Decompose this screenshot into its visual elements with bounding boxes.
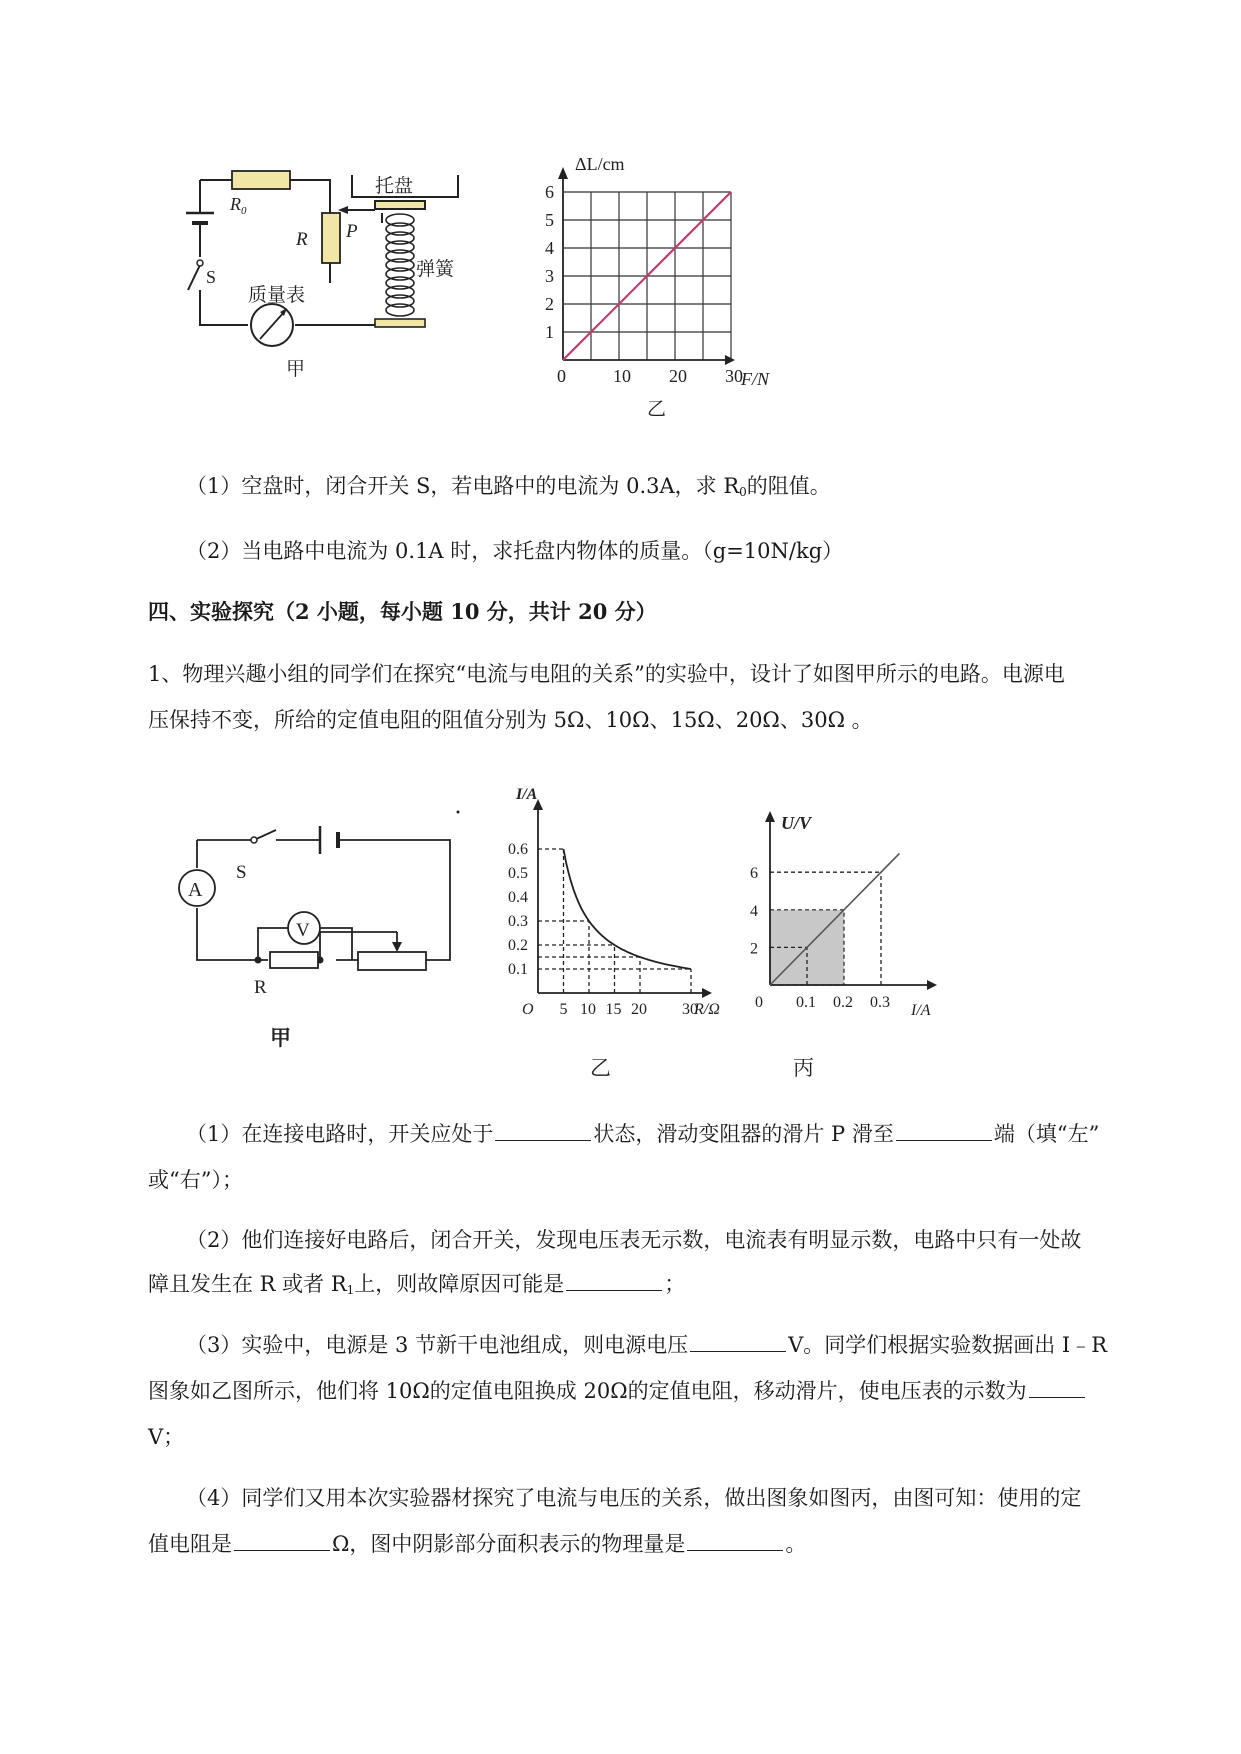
x-tick-label: 0.2 — [833, 994, 853, 1011]
question-1-intro-line2: 压保持不变，所给的定值电阻的阻值分别为 5Ω、10Ω、15Ω、20Ω、30Ω 。 — [148, 708, 873, 732]
y-tick-label: 0.2 — [508, 937, 528, 954]
question-1-intro-line1: 1、物理兴趣小组的同学们在探究“电流与电阻的关系”的实验中，设计了如图甲所示的电路。电源电 — [148, 662, 1065, 686]
spring-scale-circuit-diagram — [170, 165, 510, 430]
answer-blank-2[interactable] — [896, 1118, 992, 1141]
answer-blank-1[interactable] — [495, 1118, 591, 1141]
question-part-2: （2）当电路中电流为 0.1A 时，求托盘内物体的质量。（g=10N/kg） — [186, 539, 844, 563]
x-tick-label: 10 — [580, 1001, 596, 1018]
label-switch: S — [236, 862, 247, 883]
x-tick-label: 15 — [605, 1001, 622, 1018]
resistor-r — [270, 952, 318, 968]
x-tick-label: 30 — [725, 366, 743, 386]
y-tick-label: 5 — [545, 210, 554, 230]
x-tick-label: 0.1 — [796, 994, 816, 1011]
origin-label: O — [522, 1001, 534, 1018]
subquestion-4-line1: （4）同学们又用本次实验器材探究了电流与电压的关系，做出图象如图丙，由图可知：使用的定 — [186, 1486, 1082, 1510]
x-axis-label: F/N — [741, 369, 770, 389]
caption-yi: 乙 — [647, 399, 667, 420]
x-tick-label: 5 — [559, 1001, 568, 1018]
resistor-r0 — [232, 171, 290, 189]
y-tick-label: 1 — [545, 322, 554, 342]
experiment-circuit-diagram — [170, 800, 470, 1060]
label-s: S — [206, 267, 217, 287]
y-tick-label: 0.4 — [508, 889, 528, 906]
voltmeter-icon — [288, 912, 320, 944]
label-r: R — [296, 229, 308, 250]
subquestion-2-line1: （2）他们连接好电路后，闭合开关，发现电压表无示数，电流表有明显示数，电路中只有一处故 — [186, 1228, 1082, 1252]
ammeter-icon — [179, 870, 215, 906]
label-spring: 弹簧 — [416, 259, 455, 280]
x-tick-label: 30 — [682, 1001, 698, 1018]
origin-label: 0 — [755, 994, 763, 1011]
y-tick-label: 0.6 — [508, 841, 528, 858]
subquestion-3-line2: 图象如乙图所示，他们将 10Ω的定值电阻换成 20Ω的定值电阻，移动滑片，使电压表的示数为 — [148, 1371, 1087, 1411]
y-tick-label: 0.3 — [508, 913, 528, 930]
answer-blank-5[interactable] — [1029, 1375, 1085, 1398]
subquestion-1-line1: （1）在连接电路时，开关应处于 状态，滑动变阻器的滑片 P 滑至 端（填“左” — [186, 1114, 1099, 1154]
mass-meter-icon — [251, 304, 293, 346]
y-tick-label: 0.1 — [508, 961, 528, 978]
subquestion-3-line1: （3）实验中，电源是 3 节新干电池组成，则电源电压 V。同学们根据实验数据画出 I﹣R — [186, 1325, 1107, 1365]
label-p: P — [346, 221, 358, 242]
y-tick-label: 6 — [545, 182, 554, 202]
x-tick-label: 20 — [669, 366, 687, 386]
answer-blank-3[interactable] — [566, 1268, 662, 1291]
label-mass-meter: 质量表 — [248, 285, 306, 306]
force-extension-graph — [535, 155, 795, 430]
x-tick-label: 0.3 — [870, 994, 890, 1011]
label-r0: $R_0$ — [230, 194, 247, 217]
question-part-1: （1）空盘时，闭合开关 S，若电路中的电流为 0.3A，求 $R_0$的阻值。 — [186, 474, 831, 499]
y-tick-label: 0.5 — [508, 865, 528, 882]
label-tray: 托盘 — [375, 176, 414, 197]
current-resistance-graph — [498, 785, 733, 1085]
x-tick-label: 0 — [557, 366, 566, 386]
y-tick-label: 6 — [750, 865, 758, 883]
subquestion-4-line2: 值电阻是 Ω，图中阴影部分面积表示的物理量是 。 — [148, 1524, 806, 1564]
y-tick-label: 2 — [545, 294, 554, 314]
x-tick-label: 20 — [631, 1001, 647, 1018]
caption-jia: 甲 — [286, 359, 306, 380]
section-heading: 四、实验探究（2 小题，每小题 10 分，共计 20 分） — [148, 599, 657, 624]
y-tick-label: 4 — [545, 238, 554, 258]
y-axis-label: U/V — [781, 813, 812, 833]
caption-yi: 乙 — [590, 1056, 611, 1080]
x-tick-label: 10 — [613, 366, 631, 386]
y-axis-label: ΔL/cm — [575, 155, 625, 174]
rheostat — [358, 952, 426, 970]
subquestion-1-line2: 或“右”）； — [148, 1168, 243, 1192]
variable-resistor-r — [322, 213, 340, 263]
ir-curve — [564, 849, 692, 969]
subquestion-2-line2: 障且发生在 R 或者 $R_1$上，则故障原因可能是 ； — [148, 1264, 685, 1310]
answer-blank-7[interactable] — [687, 1528, 783, 1551]
subquestion-3-line3: V； — [148, 1425, 185, 1449]
y-tick-label: 2 — [750, 940, 758, 958]
x-axis-label: I/A — [911, 1002, 931, 1019]
svg-text:A: A — [188, 879, 203, 901]
label-resistor: R — [254, 977, 267, 998]
y-tick-label: 4 — [750, 902, 758, 920]
answer-blank-4[interactable] — [690, 1329, 786, 1352]
y-axis-label: I/A — [516, 786, 538, 803]
svg-text:V: V — [296, 920, 310, 941]
caption-jia: 甲 — [270, 1026, 291, 1050]
caption-bing: 丙 — [793, 1056, 814, 1080]
answer-blank-6[interactable] — [234, 1528, 330, 1551]
y-tick-label: 3 — [545, 266, 554, 286]
voltage-current-graph — [745, 805, 950, 1085]
x-axis-label: R/Ω — [694, 1001, 720, 1018]
